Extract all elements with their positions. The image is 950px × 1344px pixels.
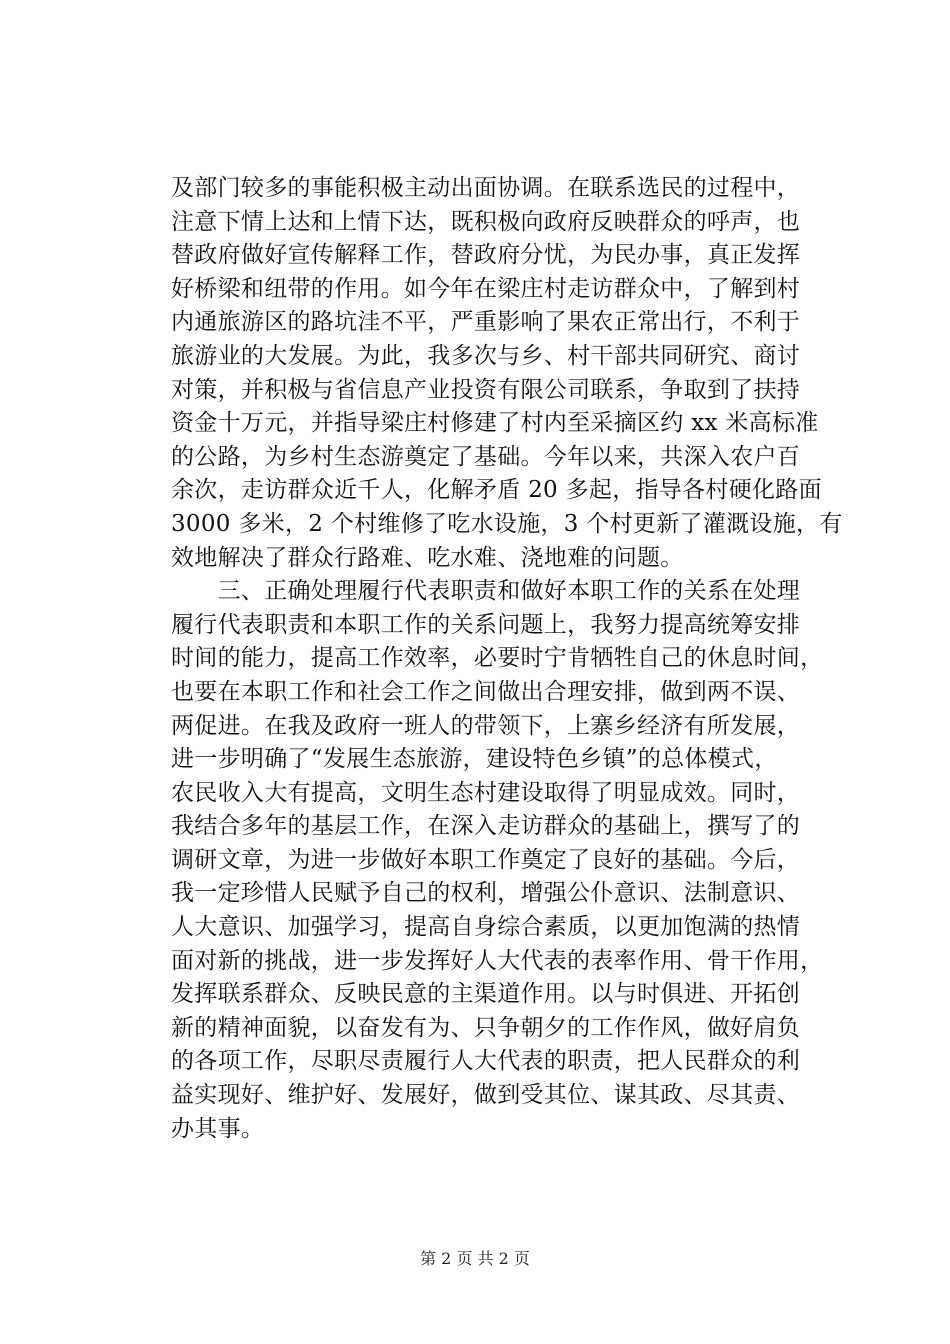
text-line: 的公路，为乡村生态游奠定了基础。今年以来，共深入农户百 — [171, 443, 801, 470]
text-line: 替政府做好宣传解释工作，替政府分忧，为民办事，真正发挥 — [171, 242, 801, 269]
text-line: 也要在本职工作和社会工作之间做出合理安排，做到两不误、 — [171, 678, 801, 705]
text-line: 3000 多米，2 个村维修了吃水设施，3 个村更新了灌溉设施，有 — [171, 510, 843, 537]
text-line: 面对新的挑战，进一步发挥好人大代表的表率作用、骨干作用， — [171, 947, 824, 974]
text-line: 效地解决了群众行路难、吃水难、浇地难的问题。 — [171, 544, 684, 571]
text-line: 内通旅游区的路坑洼不平，严重影响了果农正常出行，不利于 — [171, 309, 801, 336]
text-line: 办其事。 — [171, 1115, 265, 1142]
text-line: 的各项工作，尽职尽责履行人大代表的职责，把人民群众的利 — [171, 1048, 801, 1075]
text-line: 好桥梁和纽带的作用。如今年在梁庄村走访群众中，了解到村 — [171, 275, 801, 302]
page-footer: 第 2 页 共 2 页 — [420, 1249, 530, 1268]
text-line: 时间的能力，提高工作效率，必要时宁肯牺牲自己的休息时间， — [171, 645, 824, 672]
text-line: 农民收入大有提高，文明生态村建设取得了明显成效。同时， — [171, 779, 801, 806]
text-line: 及部门较多的事能积极主动出面协调。在联系选民的过程中， — [171, 175, 801, 201]
body-text — [171, 172, 843, 1146]
text-line: 余次，走访群众近千人，化解矛盾 20 多起，指导各村硬化路面 — [171, 477, 822, 504]
text-line: 三、正确处理履行代表职责和做好本职工作的关系在处理 — [171, 578, 801, 605]
text-line: 我结合多年的基层工作，在深入走访群众的基础上，撰写了的 — [171, 813, 801, 840]
text-line: 进一步明确了“发展生态旅游，建设特色乡镇”的总体模式， — [171, 746, 778, 773]
text-line: 两促进。在我及政府一班人的带领下，上寨乡经济有所发展， — [171, 712, 801, 739]
text-line: 人大意识、加强学习，提高自身综合素质，以更加饱满的热情 — [171, 914, 801, 941]
text-line: 发挥联系群众、反映民意的主渠道作用。以与时俱进、开拓创 — [171, 981, 801, 1008]
text-line: 调研文章，为进一步做好本职工作奠定了良好的基础。今后， — [171, 846, 801, 873]
text-line: 我一定珍惜人民赋予自己的权利，增强公仆意识、法制意识、 — [171, 880, 801, 907]
text-line: 注意下情上达和上情下达，既积极向政府反映群众的呼声，也 — [171, 208, 801, 235]
text-line: 益实现好、维护好、发展好，做到受其位、谋其政、尽其责、 — [171, 1082, 801, 1109]
text-line: 资金十万元，并指导梁庄村修建了村内至采摘区约 xx 米高标准 — [171, 410, 819, 437]
text-line: 新的精神面貌，以奋发有为、只争朝夕的工作作风，做好肩负 — [171, 1014, 801, 1041]
text-line: 履行代表职责和本职工作的关系问题上，我努力提高统筹安排 — [171, 611, 801, 638]
text-line: 对策，并积极与省信息产业投资有限公司联系，争取到了扶持 — [171, 376, 801, 403]
text-line: 旅游业的大发展。为此，我多次与乡、村干部共同研究、商讨 — [171, 342, 801, 369]
